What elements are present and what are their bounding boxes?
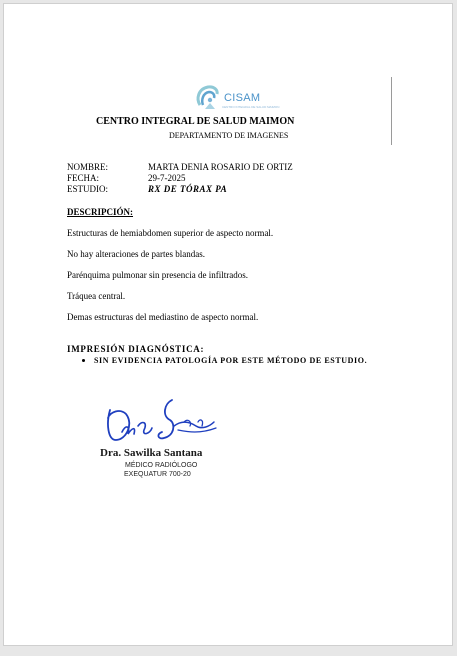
cisam-logo [194,83,280,113]
bullet-icon [82,359,85,362]
study-name: RX DE TÓRAX PA [148,184,228,194]
study-label: ESTUDIO: [67,184,108,194]
description-paragraph: No hay alteraciones de partes blandas. [67,249,205,259]
document-page [3,3,453,646]
signatory-exequatur: EXEQUATUR 700-20 [124,471,191,478]
cisam-logo-icon [194,83,224,111]
signatory-name: Dra. Sawilka Santana [100,447,203,459]
description-paragraph: Estructuras de hemiabdomen superior de aspecto normal. [67,228,274,238]
logo-text: CISAM [224,92,261,104]
document-title: CENTRO INTEGRAL DE SALUD MAIMON [96,116,295,127]
date-label: FECHA: [67,173,100,183]
impression-heading: IMPRESIÓN DIAGNÓSTICA: [67,344,205,354]
header-divider [391,77,392,145]
description-paragraph: Demas estructuras del mediastino de aspecto normal. [67,312,259,322]
signatory-title: MÉDICO RADIÓLOGO [125,462,198,469]
description-paragraph: Tráquea central. [67,291,126,301]
description-paragraph: Parénquima pulmonar sin presencia de infiltrados. [67,270,248,280]
impression-item [82,356,367,365]
patient-name: MARTA DENIA ROSARIO DE ORTIZ [148,162,293,172]
department-name: DEPARTAMENTO DE IMAGENES [169,131,289,140]
handwritten-signature [104,396,224,448]
name-label: NOMBRE: [67,162,109,172]
description-heading: DESCRIPCIÓN: [67,207,134,217]
impression-item-text: SIN EVIDENCIA PATOLOGÍA POR ESTE MÉTODO DE ESTUDIO. [94,356,368,365]
logo-subtext: CENTRO INTEGRAL DE SALUD MAIMON [222,105,280,109]
study-date: 29-7-2025 [148,173,186,183]
